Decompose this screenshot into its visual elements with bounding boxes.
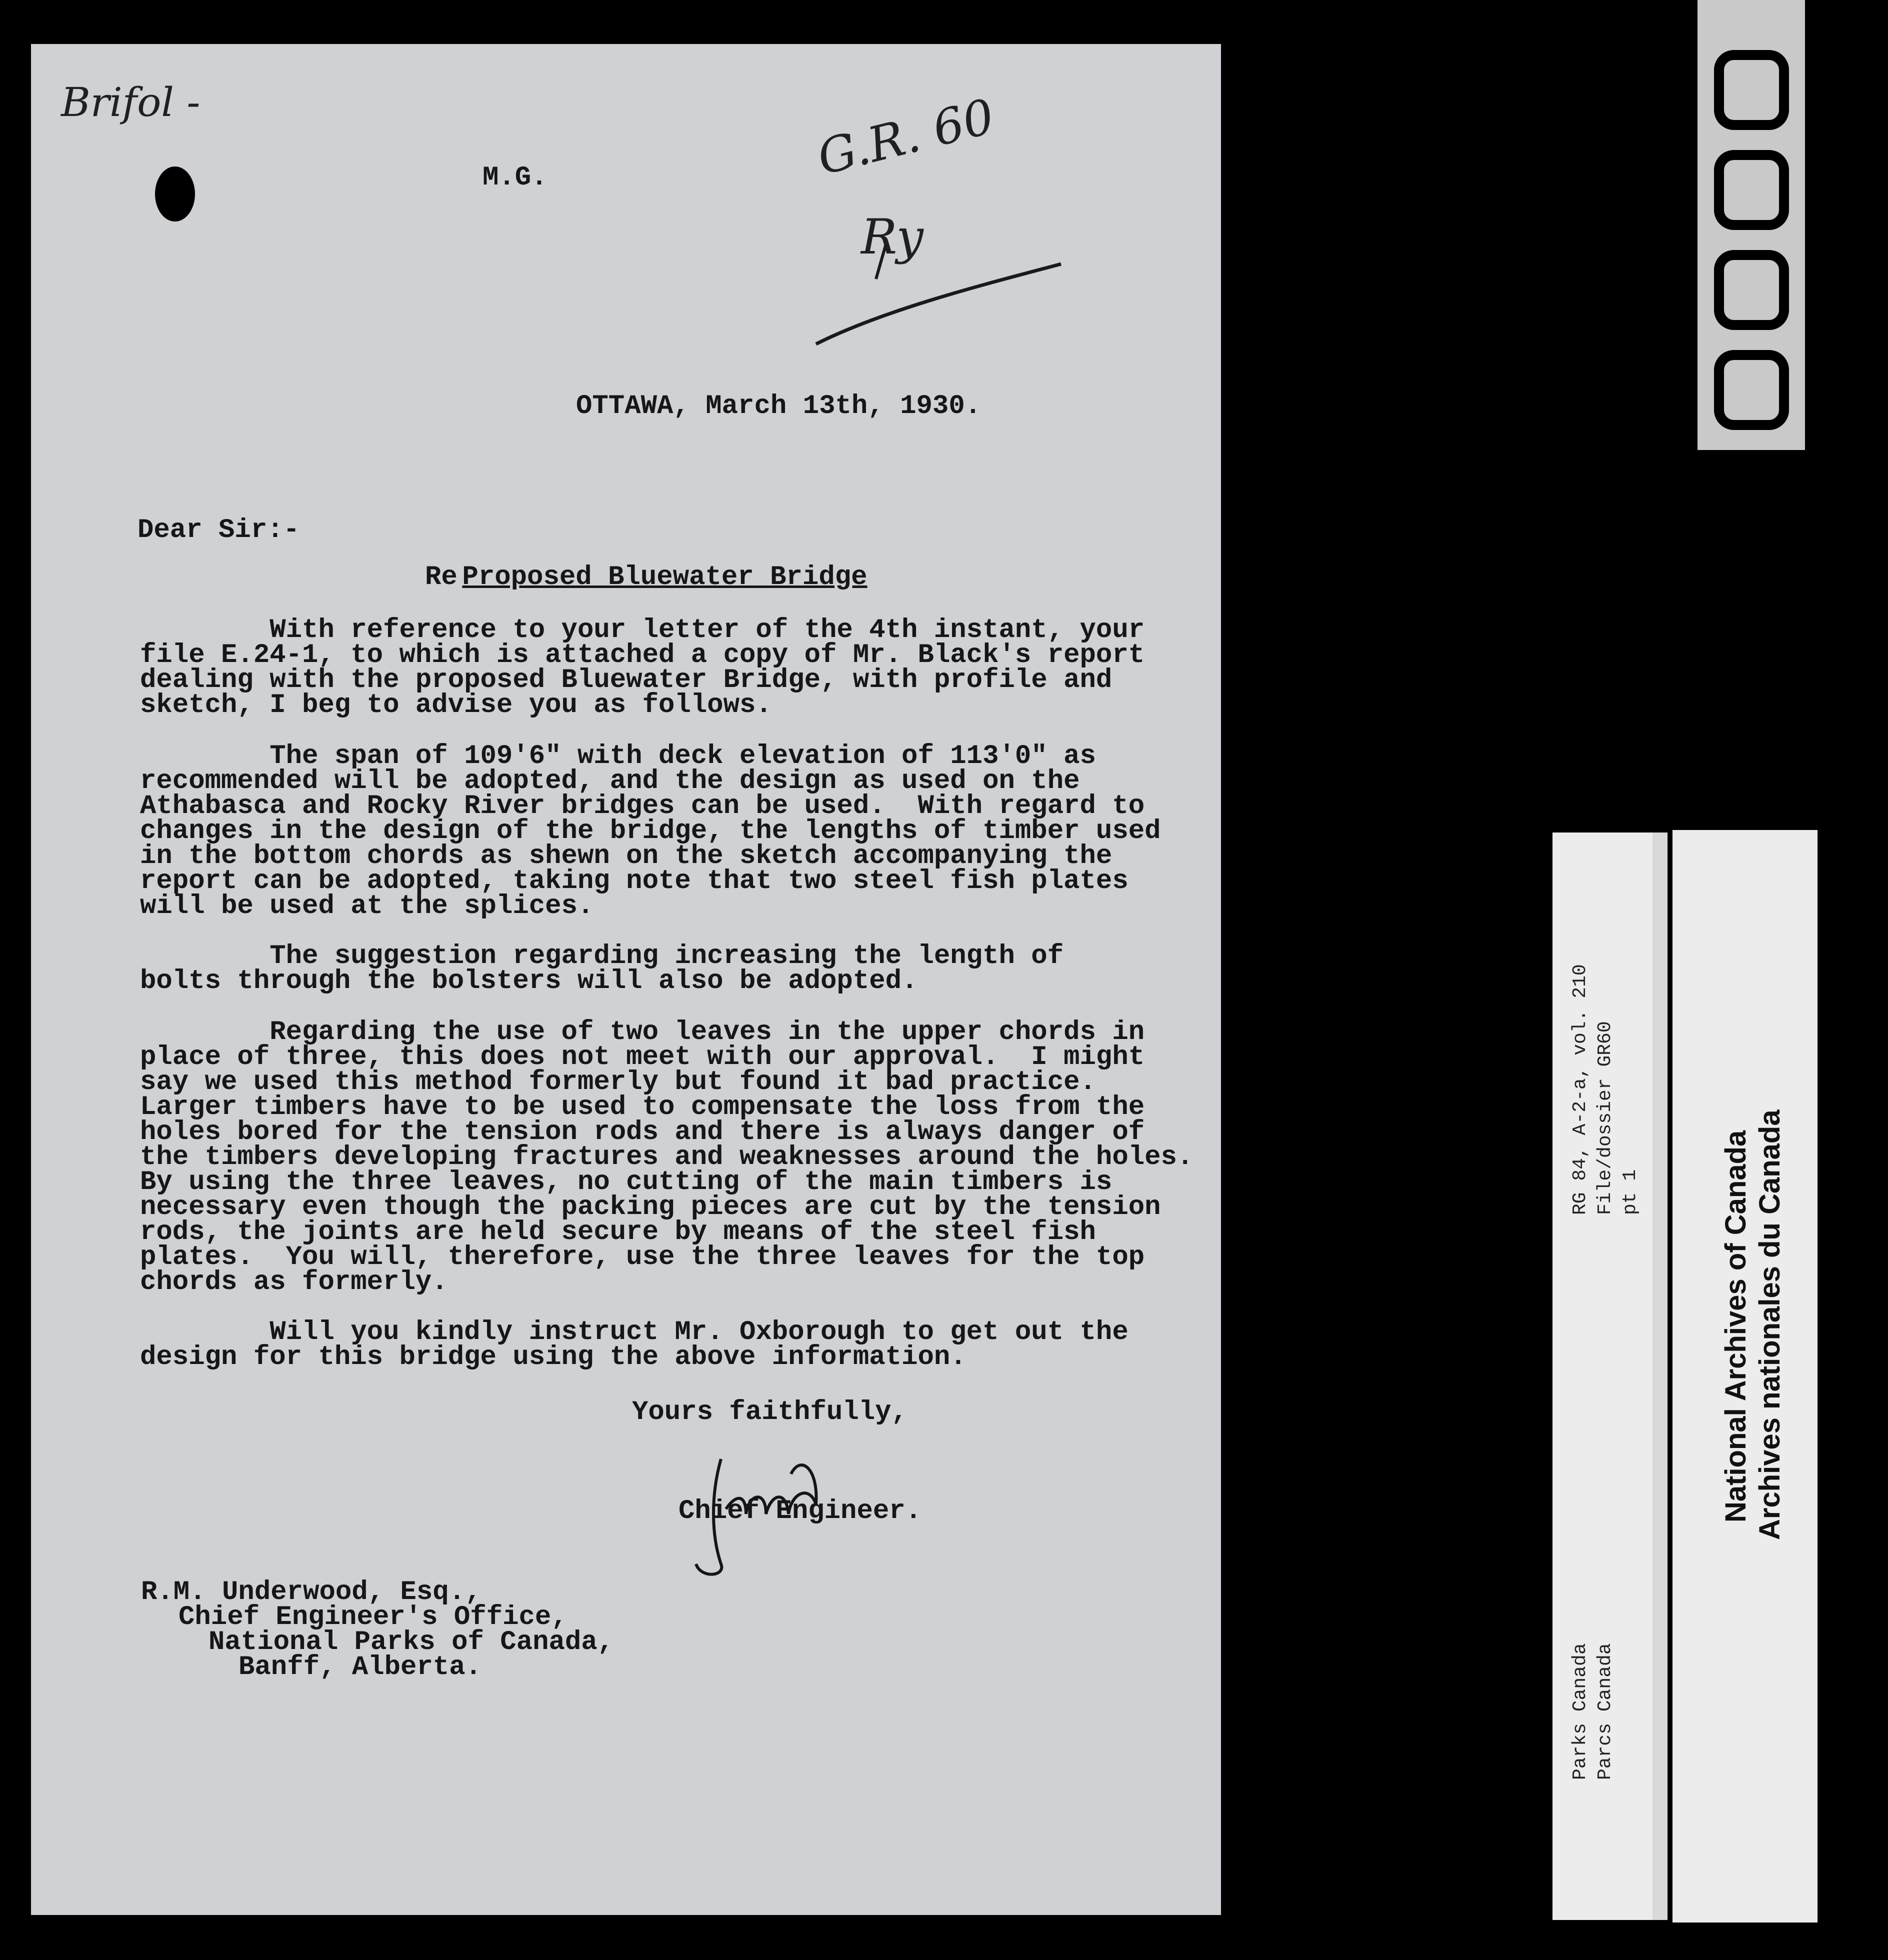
dept-line-2: Parcs Canada [1594,1643,1616,1780]
address-line-1: R.M. Underwood, Esq., [141,1577,482,1608]
handwritten-stroke [811,209,1071,359]
frame-mark [1714,350,1789,430]
address-line-2: Chief Engineer's Office, [178,1602,568,1632]
subject-prefix: Re [425,562,458,592]
archive-ref-line-2: File/dossier GR60 [1594,1021,1616,1215]
paragraph-3: The suggestion regarding increasing the length of bolts through the bolsters will also be adopted. [140,941,1064,996]
archives-line-1: National Archives of Canada [1720,1130,1752,1522]
frame-mark [1714,250,1789,330]
subject: Proposed Bluewater Bridge [462,562,868,592]
address-line-4: Banff, Alberta. [238,1652,482,1682]
subject-line [425,562,868,592]
address-line-3: National Parks of Canada, [208,1627,614,1658]
handwritten-initials: Ry [861,209,924,265]
paragraph-5: Will you kindly instruct Mr. Oxborough to get out the design for this bridge using the above information. [140,1317,1128,1372]
handwritten-file-ref: G.R. 60 [812,88,1000,186]
archives-line-2: Archives nationales du Canada [1754,1110,1786,1540]
paragraph-1: With reference to your letter of the 4th instant, your file E.24-1, to which is attached a copy of Mr. Black's report dealing with the proposed Bluewater Bridge, with profile and sketch, I beg to advise you as follows. [140,615,1145,720]
paragraph-4: Regarding the use of two leaves in the upper chords in place of three, this does not meet with our approval. I might say we used this method formerly but found it bad practice. Larger timbers have to be used to compensate the loss from the holes bored for the tension rods and there is always danger of the timbers developing fractures and weaknesses around the holes. By using the three leaves, no cutting of the main timbers is necessary even though the packing pieces are cut by the tension rods, the joints are held secure by means of the steel fish plates. You will, therefore, use the three leaves for the top chords as formerly. [140,1017,1194,1298]
dept-line-1: Parks Canada [1570,1643,1591,1780]
punch-hole [155,166,195,222]
frame-mark [1714,50,1789,130]
signature-title: Chief Engineer. [678,1496,922,1526]
closing: Yours faithfully, [632,1397,908,1428]
archive-ref-line-3: pt 1 [1620,1169,1641,1215]
archive-ref-line-1: RG 84, A-2-a, vol. 210 [1570,964,1591,1215]
handwritten-note: Brifol - [61,79,200,126]
salutation: Dear Sir:- [138,515,300,546]
date-line: OTTAWA, March 13th, 1930. [576,391,982,422]
frame-mark [1714,150,1789,230]
mg-initials: M.G. [482,162,548,193]
paragraph-2: The span of 109'6" with deck elevation of 113'0" as recommended will be adopted, and the design as used on the Athabasca and Rocky River bridges can be used. With regard to changes in the design of the bridge, the lengths of timber used in the bottom chords as shewn on the sketch accompanying the report can be adopted, taking note that two steel fish plates will be used at the splices. [140,741,1161,922]
letter-page [31,44,1221,1915]
